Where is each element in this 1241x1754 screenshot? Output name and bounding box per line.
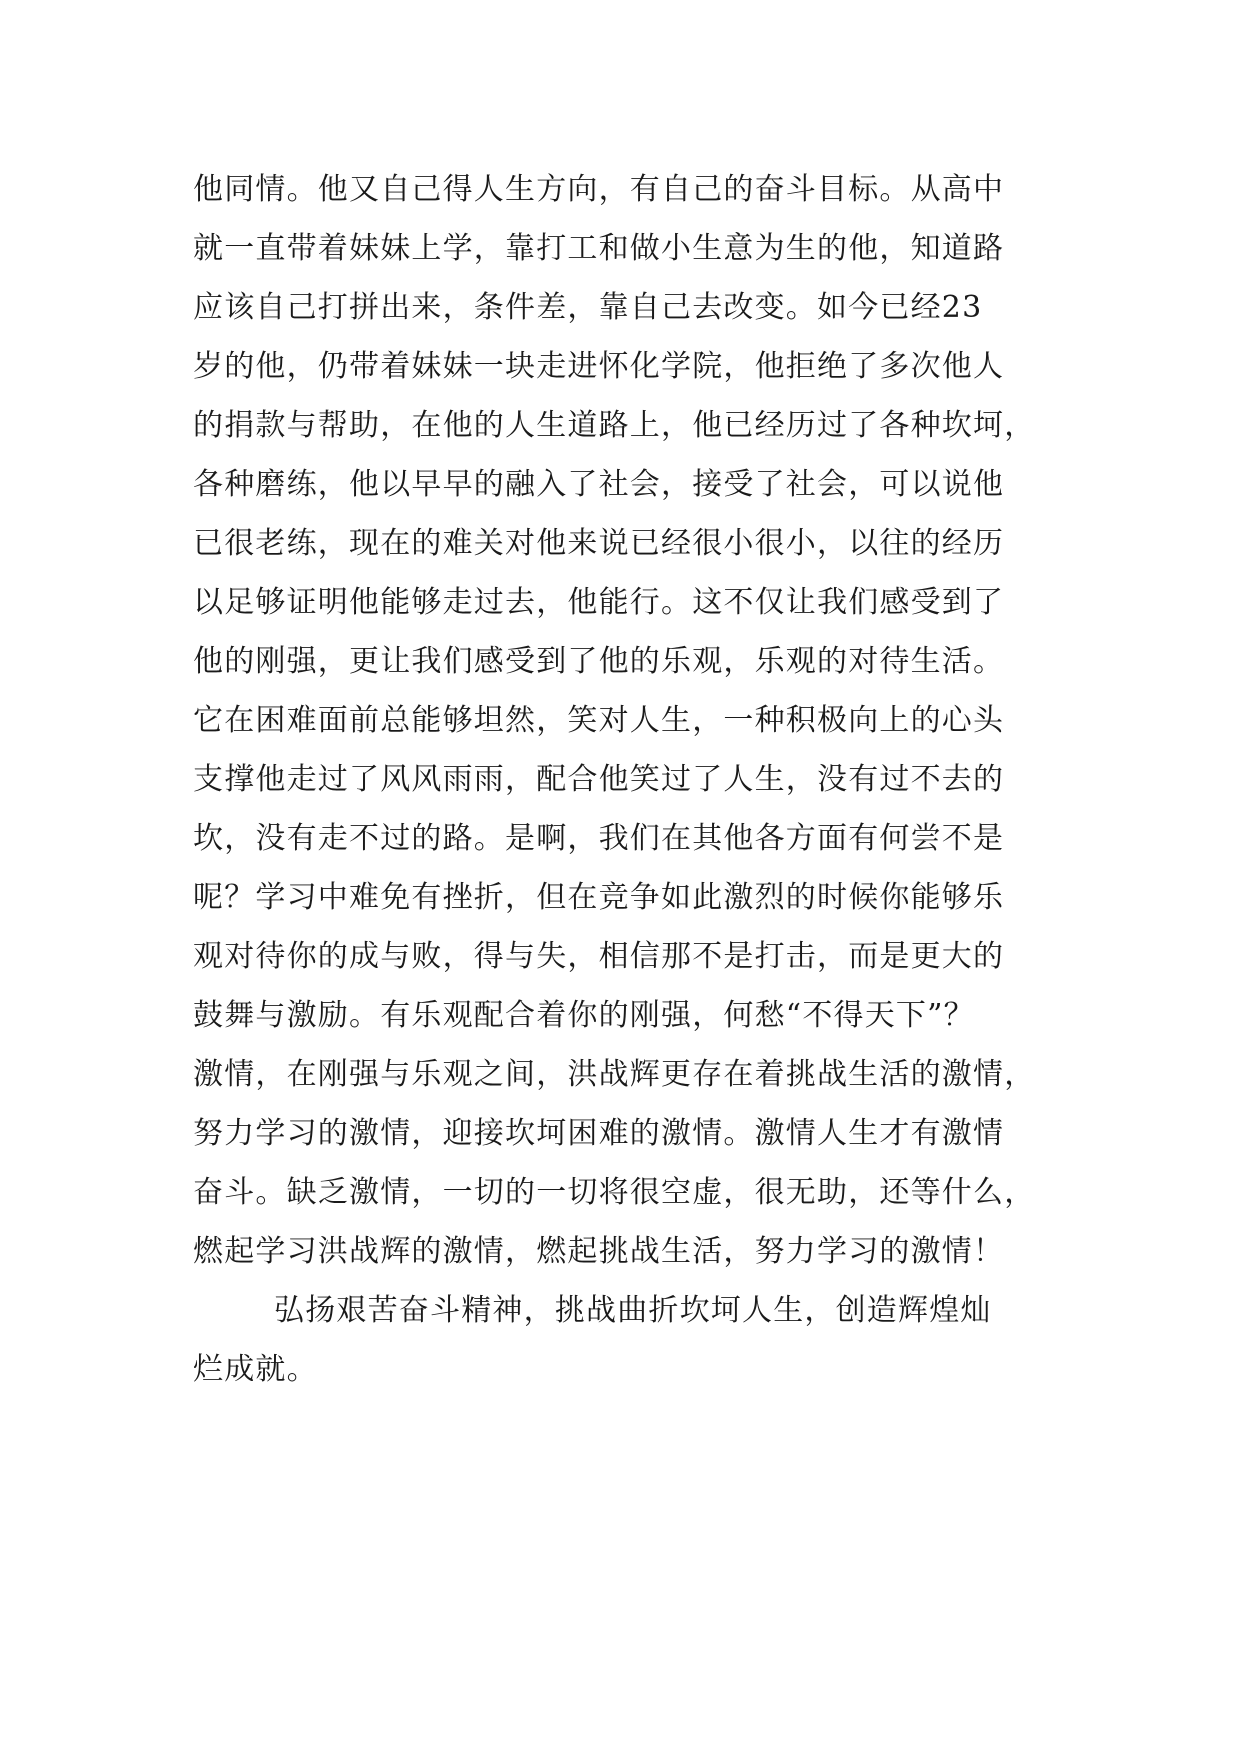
text-line: 支撑他走过了风风雨雨，配合他笑过了人生，没有过不去的 — [193, 762, 1005, 797]
text-line: 就一直带着妹妹上学，靠打工和做小生意为生的他，知道路 — [193, 231, 1005, 266]
paragraph-first-line: 弘扬艰苦奋斗精神，挑战曲折坎坷人生，创造辉煌灿 — [274, 1293, 992, 1328]
text-line: 努力学习的激情，迎接坎坷困难的激情。激情人生才有激情 — [193, 1116, 1005, 1151]
text-line: 已很老练，现在的难关对他来说已经很小很小，以往的经历 — [193, 526, 1005, 561]
text-line: 他的刚强，更让我们感受到了他的乐观，乐观的对待生活。 — [193, 644, 1005, 679]
text-line: 他同情。他又自己得人生方向，有自己的奋斗目标。从高中 — [193, 172, 1005, 207]
text-line: 奋斗。缺乏激情，一切的一切将很空虚，很无助，还等什么， — [193, 1175, 1036, 1210]
text-line: 呢？学习中难免有挫折，但在竞争如此激烈的时候你能够乐 — [193, 880, 1005, 915]
text-line: 的捐款与帮助，在他的人生道路上，他已经历过了各种坎坷， — [193, 408, 1036, 443]
text-line: 应该自己打拼出来，条件差，靠自己去改变。如今已经23 — [193, 290, 983, 325]
text-line: 岁的他，仍带着妹妹一块走进怀化学院，他拒绝了多次他人 — [193, 349, 1005, 384]
text-line: 燃起学习洪战辉的激情，燃起挑战生活，努力学习的激情！ — [193, 1234, 1005, 1269]
text-line: 各种磨练，他以早早的融入了社会，接受了社会，可以说他 — [193, 467, 1005, 502]
text-line: 观对待你的成与败，得与失，相信那不是打击，而是更大的 — [193, 939, 1005, 974]
text-line: 烂成就。 — [193, 1352, 318, 1387]
text-line: 鼓舞与激励。有乐观配合着你的刚强，何愁“不得天下”？ — [193, 998, 975, 1033]
text-line: 坎，没有走不过的路。是啊，我们在其他各方面有何尝不是 — [193, 821, 1005, 856]
text-line: 它在困难面前总能够坦然，笑对人生，一种积极向上的心头 — [193, 703, 1005, 738]
body-text — [193, 160, 1073, 1399]
text-line: 激情，在刚强与乐观之间，洪战辉更存在着挑战生活的激情， — [193, 1057, 1036, 1092]
text-line: 以足够证明他能够走过去，他能行。这不仅让我们感受到了 — [193, 585, 1005, 620]
